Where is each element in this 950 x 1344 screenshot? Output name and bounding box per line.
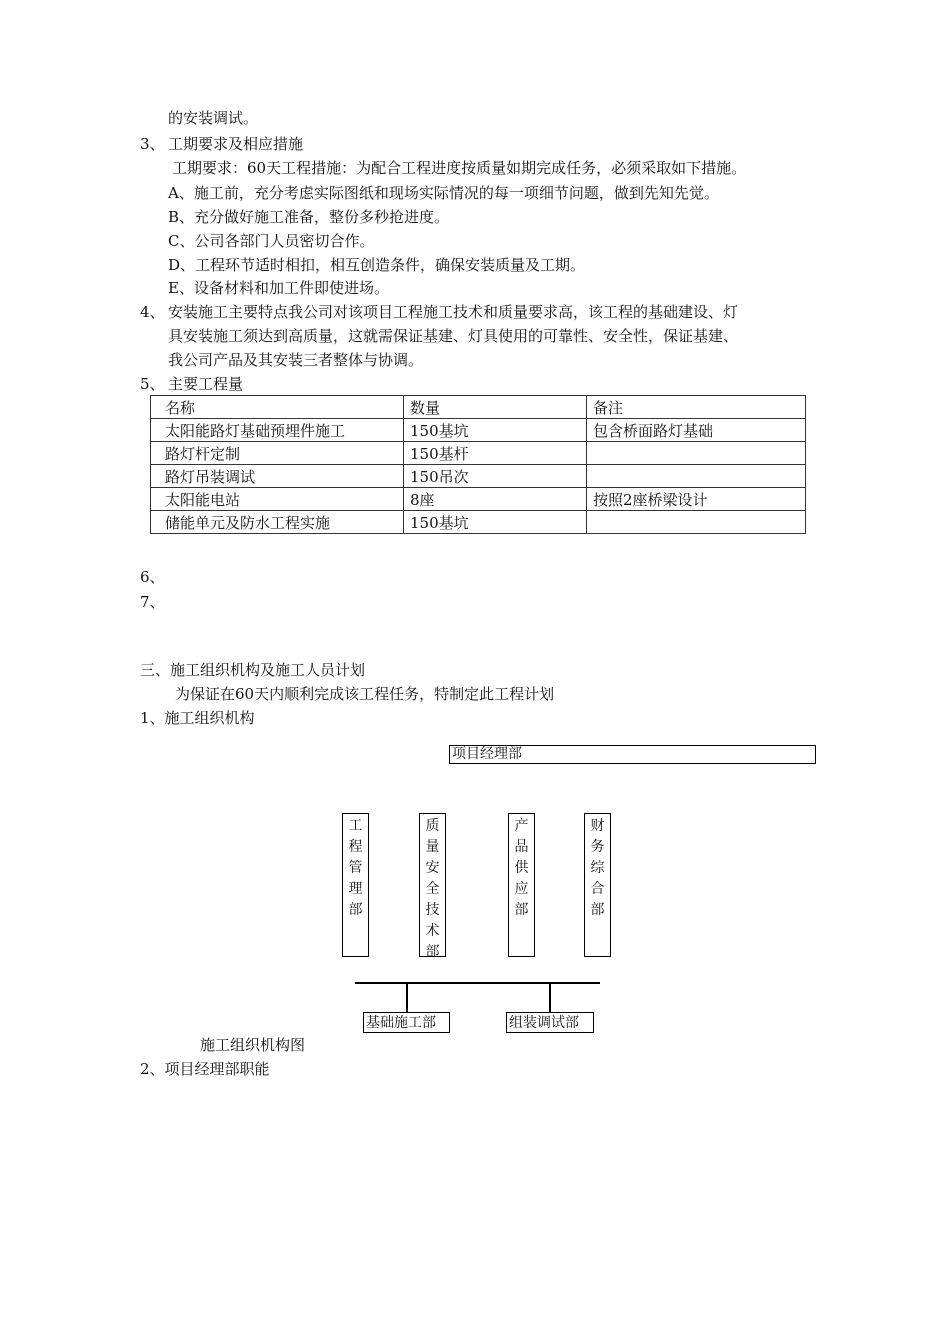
quantity-table: [150, 395, 806, 534]
dept-char: 程: [348, 839, 363, 855]
table-cell: 储能单元及防水工程实施: [151, 511, 404, 534]
dept-char: 务: [590, 839, 605, 855]
chapter3-intro: 为保证在60天内顺利完成该工程任务，特制定此工程计划: [175, 685, 555, 703]
org-bottom-box: 基础施工部: [363, 1012, 450, 1033]
table-cell: 150基坑: [404, 419, 587, 442]
dept-char: 部: [425, 944, 440, 960]
org-department-box: [342, 813, 369, 957]
manager-duties-heading: 2、项目经理部职能: [140, 1060, 270, 1078]
section5-title: 主要工程量: [168, 375, 244, 393]
measure-item: E、设备材料和加工件即使进场。: [168, 279, 389, 297]
measure-item: D、工程环节适时相扣，相互创造条件，确保安装质量及工期。: [168, 256, 586, 274]
section5-number: 5、: [140, 375, 165, 393]
table-header-cell: 数量: [404, 396, 587, 419]
table-cell: 150吊次: [404, 465, 587, 488]
table-cell: [587, 442, 806, 465]
chapter3-title: 三、施工组织机构及施工人员计划: [140, 661, 366, 679]
org-bottom-box: 组装调试部: [506, 1012, 594, 1033]
table-row: [151, 488, 806, 511]
dept-char: 安: [425, 860, 440, 876]
section4-line: 我公司产品及其安装三者整体与协调。: [168, 351, 424, 369]
dept-char: 综: [590, 860, 605, 876]
measure-item: C、公司各部门人员密切合作。: [168, 232, 375, 250]
dept-char: 全: [425, 881, 440, 897]
org-connector-line: [355, 982, 600, 984]
table-cell: 150基坑: [404, 511, 587, 534]
dept-char: 理: [348, 881, 363, 897]
section3-requirement: 工期要求：60天工程措施：为配合工程进度按质量如期完成任务，必须采取如下措施。: [172, 159, 747, 177]
dept-char: 工: [348, 818, 363, 834]
dept-char: 部: [590, 902, 605, 918]
dept-char: 量: [425, 839, 440, 855]
table-row: [151, 419, 806, 442]
table-cell: 太阳能路灯基础预埋件施工: [151, 419, 404, 442]
table-cell: 路灯杆定制: [151, 442, 404, 465]
table-cell: 按照2座桥梁设计: [587, 488, 806, 511]
org-connector-line: [549, 982, 551, 1012]
org-subheading: 1、施工组织机构: [140, 709, 255, 727]
section4-line: 安装施工主要特点我公司对该项目工程施工技术和质量要求高，该工程的基础建设、灯: [168, 303, 739, 321]
table-cell: 150基杆: [404, 442, 587, 465]
table-cell: 8座: [404, 488, 587, 511]
table-header-cell: 备注: [587, 396, 806, 419]
dept-char: 术: [425, 923, 440, 939]
table-cell: 路灯吊装调试: [151, 465, 404, 488]
measure-item: B、充分做好施工准备，整份多秒抢进度。: [168, 208, 450, 226]
dept-char: 部: [514, 902, 529, 918]
table-cell: 太阳能电站: [151, 488, 404, 511]
org-department-box: [508, 813, 535, 957]
dept-char: 供: [514, 860, 529, 876]
dept-char: 技: [425, 902, 440, 918]
dept-char: 合: [590, 881, 605, 897]
section4-line: 具安装施工须达到高质量，这就需保证基建、灯具使用的可靠性、安全性，保证基建、: [168, 327, 739, 345]
section6-number: 6、: [140, 568, 165, 586]
dept-char: 品: [514, 839, 529, 855]
table-header-cell: 名称: [151, 396, 404, 419]
dept-char: 部: [348, 902, 363, 918]
dept-char: 质: [425, 818, 440, 834]
section4-number: 4、: [140, 303, 165, 321]
org-connector-line: [406, 982, 408, 1012]
table-cell: [587, 511, 806, 534]
table-row: [151, 511, 806, 534]
table-header-row: [151, 396, 806, 419]
table-row: [151, 442, 806, 465]
org-top-box: 项目经理部: [449, 745, 816, 764]
table-cell: [587, 465, 806, 488]
org-chart-caption: 施工组织机构图: [200, 1036, 306, 1054]
intro-tail: 的安装调试。: [168, 109, 259, 127]
dept-char: 应: [514, 881, 529, 897]
section3-title: 工期要求及相应措施: [168, 135, 304, 153]
org-department-box: [419, 813, 446, 960]
org-department-box: [584, 813, 611, 957]
dept-char: 产: [514, 818, 529, 834]
table-cell: 包含桥面路灯基础: [587, 419, 806, 442]
section3-number: 3、: [140, 135, 165, 153]
table-row: [151, 465, 806, 488]
dept-char: 管: [348, 860, 363, 876]
measure-item: A、施工前，充分考虑实际图纸和现场实际情况的每一项细节问题，做到先知先觉。: [168, 184, 719, 202]
dept-char: 财: [590, 818, 605, 834]
section7-number: 7、: [140, 593, 165, 611]
